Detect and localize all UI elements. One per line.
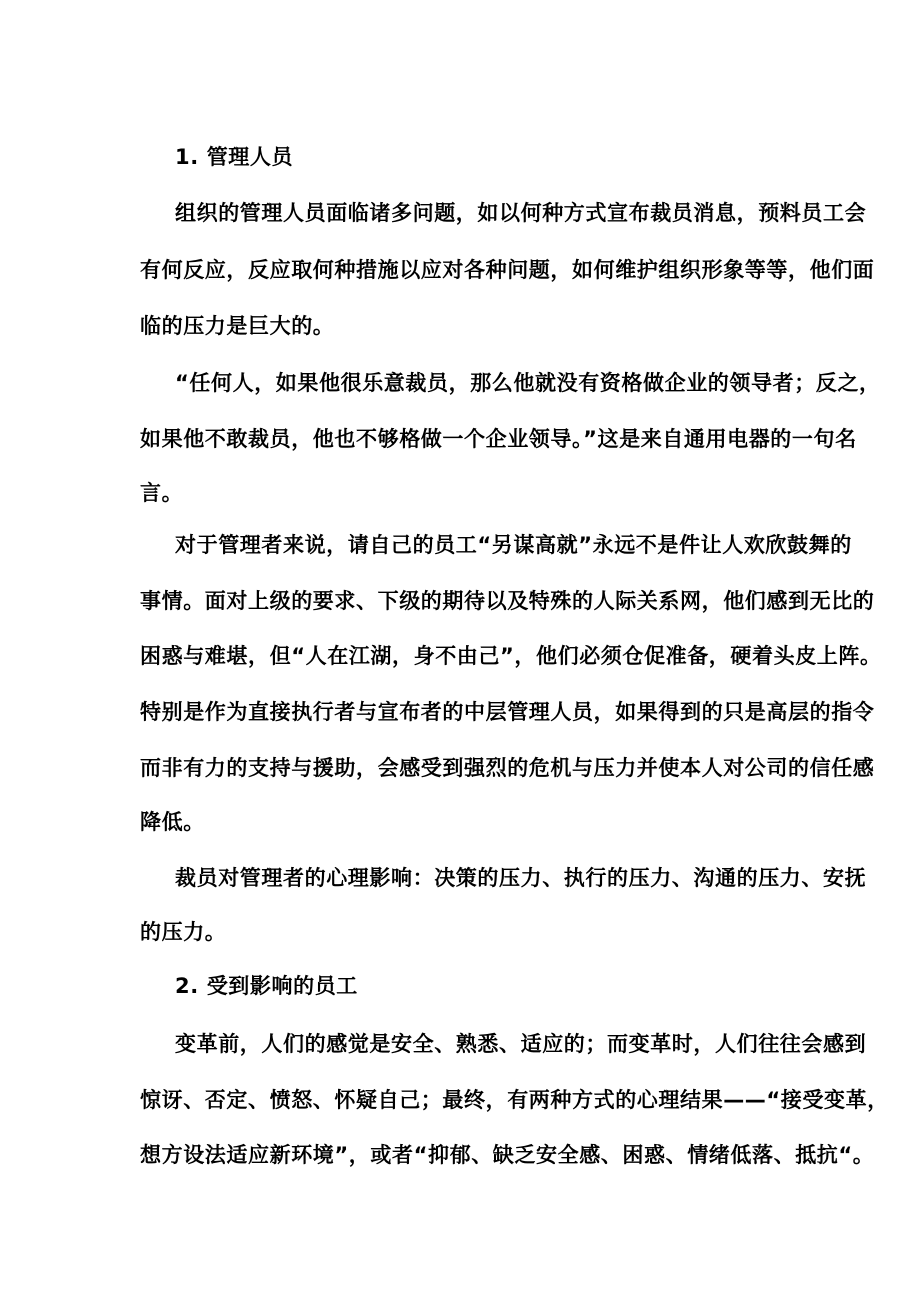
paragraph-line: 想方设法适应新环境”，或者“抑郁、缺乏安全感、困惑、情绪低落、抵抗“。	[140, 1143, 875, 1167]
paragraph-line: 言。	[140, 481, 184, 505]
paragraph-line: 临的压力是巨大的。	[140, 314, 335, 338]
paragraph-line: 而非有力的支持与援助，会感受到强烈的危机与压力并使本人对公司的信任感	[140, 756, 875, 780]
paragraph-line: 裁员对管理者的心理影响：决策的压力、执行的压力、沟通的压力、安抚	[175, 866, 867, 890]
paragraph-line: 组织的管理人员面临诸多问题，如以何种方式宣布裁员消息，预料员工会	[175, 201, 867, 225]
paragraph-line: 惊讶、否定、愤怒、怀疑自己；最终，有两种方式的心理结果——“接受变革，	[140, 1088, 889, 1112]
paragraph-line: 的压力。	[140, 920, 227, 944]
paragraph-line: “任何人，如果他很乐意裁员，那么他就没有资格做企业的领导者；反之，	[175, 371, 881, 395]
section-heading-affected-employees: 2. 受到影响的员工	[175, 974, 358, 998]
paragraph-line: 有何反应，反应取何种措施以应对各种问题，如何维护组织形象等等，他们面	[140, 258, 875, 282]
section-heading-managers: 1. 管理人员	[175, 145, 294, 169]
paragraph-line: 困惑与难堪，但“人在江湖，身不由己”，他们必须仓促准备，硬着头皮上阵。	[140, 644, 882, 668]
paragraph-line: 变革前，人们的感觉是安全、熟悉、适应的；而变革时，人们往往会感到	[175, 1032, 867, 1056]
paragraph-line: 对于管理者来说，请自己的员工“另谋高就”永远不是件让人欢欣鼓舞的	[175, 533, 852, 557]
paragraph-line: 如果他不敢裁员，他也不够格做一个企业领导。”这是来自通用电器的一句名	[140, 427, 857, 451]
paragraph-line: 事情。面对上级的要求、下级的期待以及特殊的人际关系网，他们感到无比的	[140, 589, 875, 613]
paragraph-line: 降低。	[140, 810, 205, 834]
paragraph-line: 特别是作为直接执行者与宣布者的中层管理人员，如果得到的只是高层的指令	[140, 700, 875, 724]
